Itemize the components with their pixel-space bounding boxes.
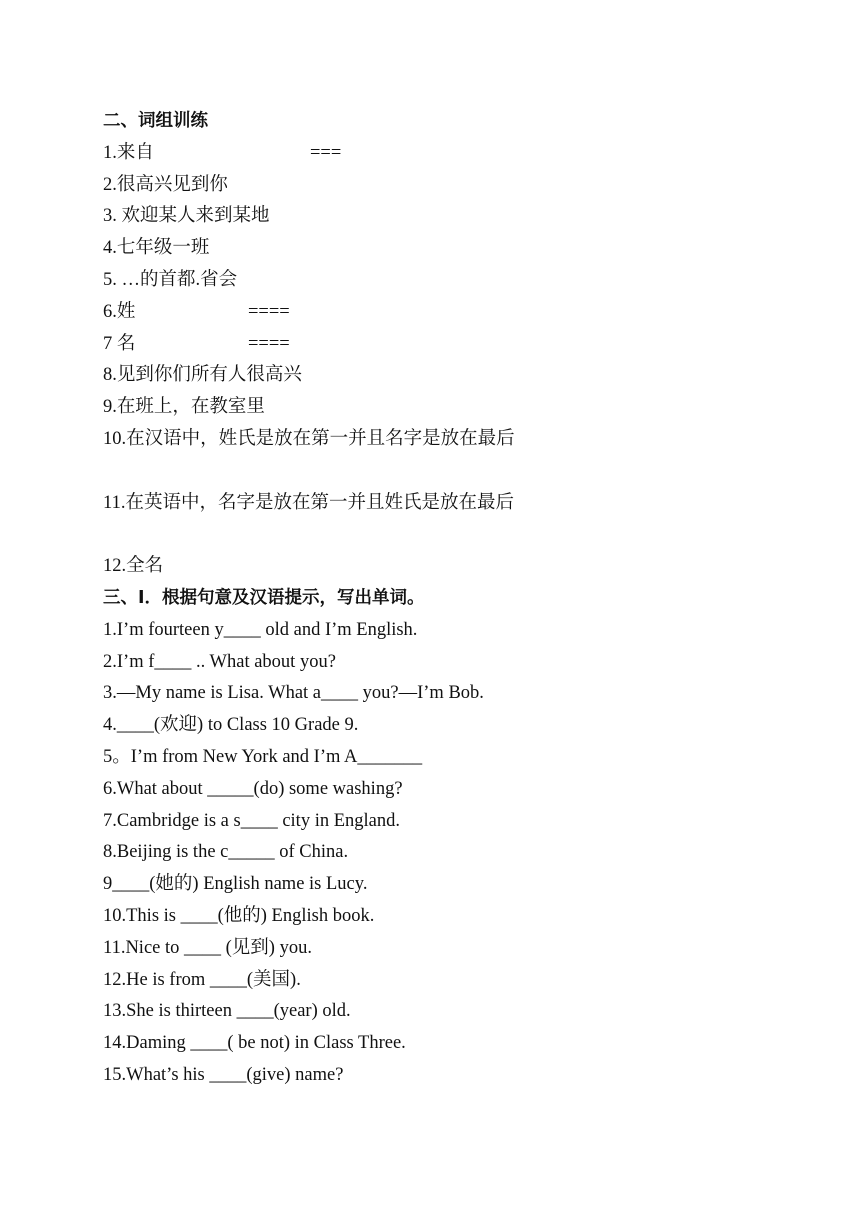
phrase-equals-mark: ==== [248, 301, 290, 322]
exercise-item-8: 8.Beijing is the c_____ of China. [103, 842, 349, 863]
exercise-item-3: 3.—My name is Lisa. What a____ you?—I’m Bob. [103, 683, 484, 704]
phrase-equals-mark: === [310, 142, 342, 163]
phrase-item-5: 5. …的首都.省会 [103, 269, 238, 290]
blank-line-spacer [103, 456, 823, 488]
phrase-item-8: 8.见到你们所有人很高兴 [103, 365, 302, 386]
phrase-item-2: 2.很高兴见到你 [103, 174, 228, 195]
exercise-item-2: 2.I’m f____ .. What about you? [103, 651, 336, 672]
exercise-item-14: 14.Daming ____( be not) in Class Three. [103, 1033, 406, 1054]
phrase-item-4: 4.七年级一班 [103, 238, 210, 259]
phrase-text: 1.来自 [103, 142, 154, 163]
phrase-item-11: 11.在英语中，名字是放在第一并且姓氏是放在最后 [103, 492, 514, 513]
exercise-item-4: 4.____(欢迎) to Class 10 Grade 9. [103, 715, 359, 736]
phrase-item-10: 10.在汉语中，姓氏是放在第一并且名字是放在最后 [103, 428, 515, 449]
phrase-item-3: 3. 欢迎某人来到某地 [103, 206, 270, 227]
exercise-item-11: 11.Nice to ____ (见到) you. [103, 937, 312, 958]
exercise-item-6: 6.What about _____(do) some washing? [103, 778, 403, 799]
phrase-equals-mark: ==== [248, 333, 290, 354]
blank-line-spacer [103, 519, 823, 551]
worksheet-page [103, 106, 823, 1092]
exercise-item-15: 15.What’s his ____(give) name? [103, 1064, 344, 1085]
phrase-item-7 [103, 329, 823, 361]
exercise-item-13: 13.She is thirteen ____(year) old. [103, 1001, 351, 1022]
exercise-item-5: 5。I’m from New York and I’m A_______ [103, 746, 423, 767]
exercise-item-9: 9____(她的) English name is Lucy. [103, 874, 368, 895]
phrase-item-1 [103, 138, 823, 170]
phrase-item-6 [103, 297, 823, 329]
phrase-text: 6.姓 [103, 301, 136, 322]
phrase-item-9: 9.在班上，在教室里 [103, 397, 265, 418]
exercise-item-12: 12.He is from ____(美国). [103, 969, 301, 990]
section-2-heading: 二、词组训练 [103, 111, 208, 131]
phrase-text: 7 名 [103, 333, 136, 354]
phrase-item-12: 12.全名 [103, 556, 164, 577]
section-3-heading: 三、Ⅰ．根据句意及汉语提示，写出单词。 [103, 587, 425, 608]
exercise-item-1: 1.I’m fourteen y____ old and I’m English. [103, 619, 418, 640]
exercise-item-10: 10.This is ____(他的) English book. [103, 905, 375, 926]
exercise-item-7: 7.Cambridge is a s____ city in England. [103, 810, 400, 831]
